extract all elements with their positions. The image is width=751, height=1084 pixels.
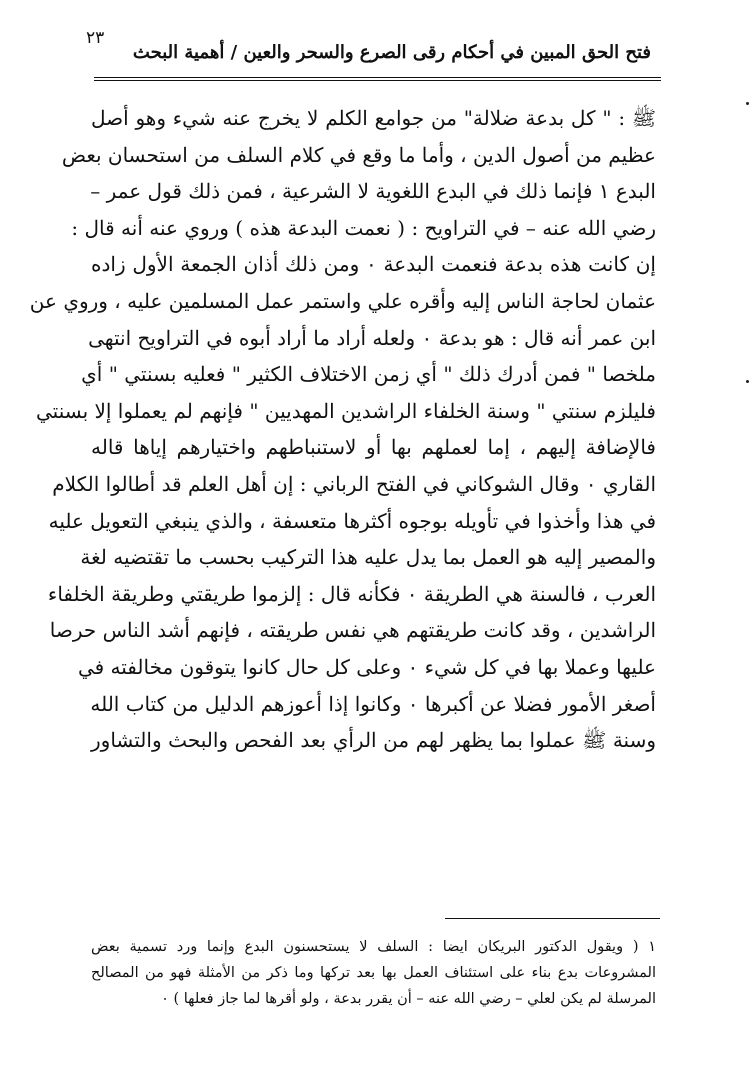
margin-mark (746, 380, 749, 383)
body-line: عثمان لحاجة الناس إليه وأقره علي واستمر عمل المسلمين عليه ، وروي عن (29, 288, 656, 313)
body-line: القاري ٠ وقال الشوكاني في الفتح الرباني : إن أهل العلم قد أطالوا الكلام (52, 471, 656, 496)
footnotes (91, 934, 656, 1012)
page-number: ٢٣ (86, 28, 105, 48)
footnote-line: المرسلة لم يكن لعلي – رضي الله عنه – أن يقرر بدعة ، ولو أقرها لما جاز فعلها ) ٠ (161, 991, 656, 1007)
body-line: عليها وعملا بها في كل شيء ٠ وعلى كل حال كانوا يتوقون مخالفته في (77, 654, 656, 679)
body-line: العرب ، فالسنة هي الطريقة ٠ فكأنه قال : إلزموا طريقتي وطريقة الخلفاء (47, 581, 656, 606)
body-line: ﷺ : " كل بدعة ضلالة" من جوامع الكلم لا يخرج عنه شيء وهو أصل (91, 106, 656, 130)
body-line: أصغر الأمور فضلا عن أكبرها ٠ وكانوا إذا أعوزهم الدليل من كتاب الله (90, 691, 656, 716)
footnote-separator (445, 918, 660, 919)
body-line: وسنة ﷺ عملوا بما يظهر لهم من الرأي بعد الفحص والبحث والتشاور (91, 728, 656, 753)
body-line: رضي الله عنه – في التراويح : ( نعمت البدعة هذه ) وروي عنه أنه قال : (71, 215, 656, 240)
body-line: إن كانت هذه بدعة فنعمت البدعة ٠ ومن ذلك أذان الجمعة الأول زاده (91, 252, 656, 277)
margin-mark (746, 102, 749, 105)
body-line: فالإضافة إليهم ، إما لعملهم بها أو لاستنباطهم واختيارهم إياها قاله (91, 435, 656, 460)
body-text (29, 100, 656, 759)
body-line: فليلزم سنتي " وسنة الخلفاء الراشدين المهديين " فإنهم لم يعملوا إلا بسنتي (35, 398, 656, 423)
header-rule (94, 77, 661, 81)
body-line: عظيم من أصول الدين ، وأما ما وقع في كلام السلف من استحسان بعض (61, 142, 656, 167)
body-line: والمصير إليه هو العمل بما يدل عليه هذا التركيب بحسب ما تقتضيه لغة (80, 545, 656, 570)
body-line: الراشدين ، وقد كانت طريقتهم هي نفس طريقته ، فإنهم أشد الناس حرصا (49, 618, 656, 643)
footnote-line: المشروعات بدع بناء على استئناف العمل بها بعد تركها وما ذكر من الأمثلة فهو من المصالح (91, 965, 656, 981)
body-line: ابن عمر أنه قال : هو بدعة ٠ ولعله أراد ما أراد أبوه في التراويح انتهى (88, 325, 656, 350)
footnote-line: ١ ( ويقول الدكتور البريكان ايضا : السلف لا يستحسنون البدع وإنما ورد تسمية بعض (91, 939, 656, 955)
body-line: في هذا وأخذوا في تأويله بوجوه أكثرها متعسفة ، والذي ينبغي التعويل عليه (48, 508, 656, 533)
running-header: فتح الحق المبين في أحكام رقى الصرع والسحر والعين / أهمية البحث (132, 42, 651, 63)
body-line: ملخصا " فمن أدرك ذلك " أي زمن الاختلاف الكثير " فعليه بسنتي " أي (81, 362, 656, 387)
body-line: البدع ١ فإنما ذلك في البدع اللغوية لا الشرعية ، فمن ذلك قول عمر – (90, 179, 656, 204)
